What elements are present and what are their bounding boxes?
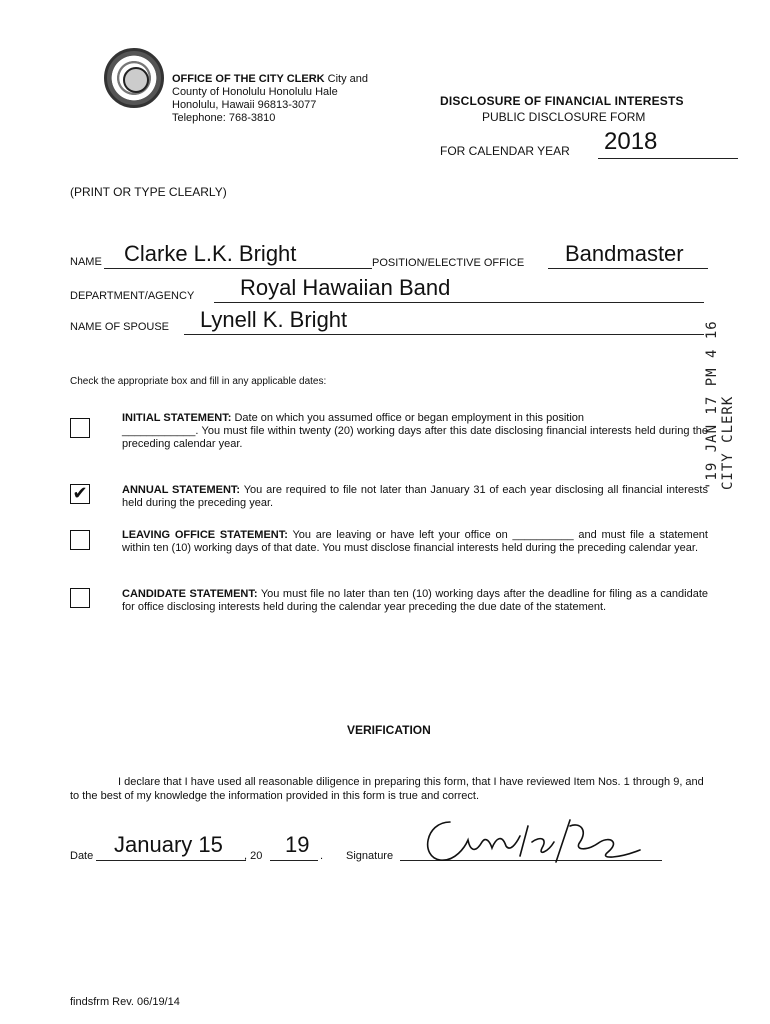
calendar-year-underline <box>598 158 738 159</box>
year-underline <box>270 860 318 861</box>
office-location: City and County of Honolulu Honolulu Hale <box>172 73 368 98</box>
calendar-year-value: 2018 <box>604 128 658 155</box>
spouse-underline <box>184 334 704 335</box>
leaving-office-statement-title: LEAVING OFFICE STATEMENT: <box>122 529 288 541</box>
received-stamp: '19 JAN 17 PM 4 16 CITY CLERK <box>704 320 736 490</box>
year-prefix: , 20 <box>244 850 263 862</box>
form-title: DISCLOSURE OF FINANCIAL INTERESTS <box>440 94 684 108</box>
annual-statement-checkbox[interactable] <box>70 484 90 504</box>
city-seal-logo <box>104 48 164 108</box>
annual-statement-text: ANNUAL STATEMENT: You are required to file not later than January 31 of each year disclosing all financial interests held during the preceding year. <box>122 484 708 509</box>
form-subtitle: PUBLIC DISCLOSURE FORM <box>482 110 646 124</box>
verification-declaration: I declare that I have used all reasonable diligence in preparing this form, that I have reviewed Item Nos. 1 through 9, and to the best of my knowledge the information provided in this form is true and correct. <box>70 776 704 802</box>
spouse-label: NAME OF SPOUSE <box>70 321 170 333</box>
position-underline <box>548 268 708 269</box>
department-value: Royal Hawaiian Band <box>240 275 451 300</box>
office-address: Honolulu, Hawaii 96813-3077 <box>172 99 317 111</box>
position-value: Bandmaster <box>565 241 684 266</box>
office-address-block <box>172 73 402 125</box>
verification-title: VERIFICATION <box>347 723 431 737</box>
calendar-year-label: FOR CALENDAR YEAR <box>440 144 570 158</box>
year-value: 19 <box>285 832 310 857</box>
initial-statement-title: INITIAL STATEMENT: <box>122 412 232 424</box>
candidate-statement-text: CANDIDATE STATEMENT: You must file no later than ten (10) working days after the deadline for filing as a candidate for office disclosing interests held during the calendar year preceding the due date of the statement. <box>122 588 708 613</box>
name-underline <box>104 268 372 269</box>
office-name: OFFICE OF THE CITY CLERK <box>172 73 325 85</box>
department-underline <box>214 302 704 303</box>
date-label: Date <box>70 850 94 862</box>
year-period: . <box>320 850 324 862</box>
leaving-office-statement-checkbox[interactable] <box>70 530 90 550</box>
name-value: Clarke L.K. Bright <box>124 241 297 266</box>
form-revision-footer: findsfrm Rev. 06/19/14 <box>70 996 180 1008</box>
checkmark-icon: ✔ <box>72 483 88 503</box>
annual-statement-title: ANNUAL STATEMENT: <box>122 484 241 496</box>
spouse-value: Lynell K. Bright <box>200 307 348 332</box>
department-label: DEPARTMENT/AGENCY <box>70 290 195 302</box>
date-value: January 15 <box>114 832 223 857</box>
office-telephone: Telephone: 768-3810 <box>172 112 276 124</box>
position-label: POSITION/ELECTIVE OFFICE <box>372 257 525 269</box>
print-note: (PRINT OR TYPE CLEARLY) <box>70 185 227 199</box>
leaving-office-statement-text: LEAVING OFFICE STATEMENT: You are leaving or have left your office on __________ and must file a statement within ten (10) working days of that date. You must disclose financial interests held during the preceding calendar year. <box>122 529 708 554</box>
candidate-statement-checkbox[interactable] <box>70 588 90 608</box>
check-instructions: Check the appropriate box and fill in any applicable dates: <box>70 376 327 387</box>
handwritten-signature <box>420 812 650 872</box>
date-underline <box>96 860 246 861</box>
initial-statement-checkbox[interactable] <box>70 418 90 438</box>
name-label: NAME <box>70 256 102 268</box>
candidate-statement-title: CANDIDATE STATEMENT: <box>122 588 258 600</box>
initial-statement-text: INITIAL STATEMENT: Date on which you assumed office or began employment in this position ____________. You must file within twenty (20) working days after this date disclosing financial interests held during the preceding calendar year. <box>122 412 708 450</box>
signature-label: Signature <box>346 850 394 862</box>
